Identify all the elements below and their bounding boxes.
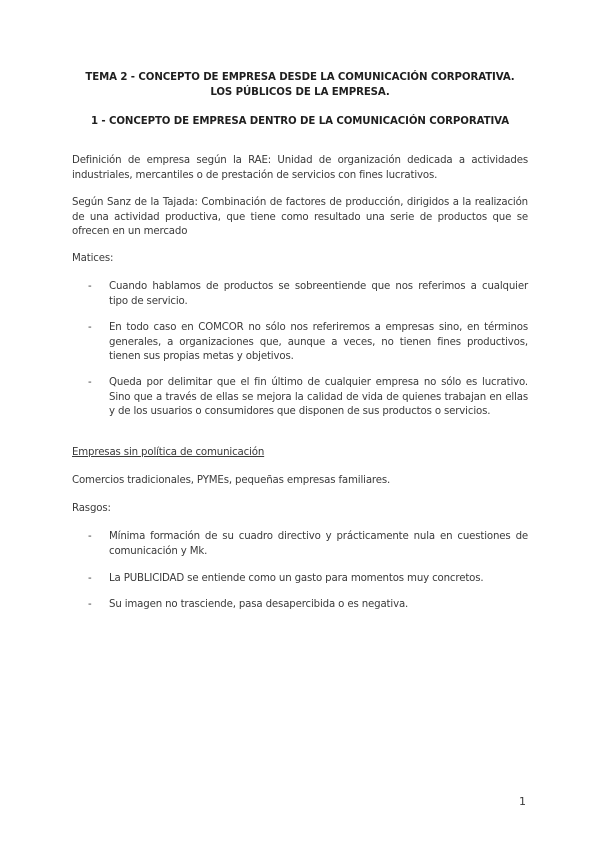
section-title: 1 - CONCEPTO DE EMPRESA DENTRO DE LA COMUNICACIÓN CORPORATIVA [90, 116, 510, 127]
list-item [88, 376, 528, 420]
heading-line-2: LOS PÚBLICOS DE LA EMPRESA. [210, 87, 390, 98]
list-item-text: Queda por delimitar que el fin último de cualquier empresa no sólo es lucrativo. Sino que a través de ellas se mejora la calidad de vida de quienes trabajan en ellas y de los usuarios o consumidores que disponen de sus productos o servicios. [109, 377, 528, 417]
bullet-marker: - [88, 599, 92, 610]
list-item-text: Mínima formación de su cuadro directivo y prácticamente nula en cuestiones de comunicación y Mk. [109, 531, 528, 557]
list-item-text: Su imagen no trasciende, pasa desapercibida o es negativa. [109, 599, 409, 610]
list-item-text: La PUBLICIDAD se entiende como un gasto para momentos muy concretos. [109, 573, 484, 584]
paragraph-matices-label: Matices: [72, 253, 114, 264]
list-item-text: Cuando hablamos de productos se sobreentiende que nos referimos a cualquier tipo de servicio. [109, 281, 528, 307]
bullet-marker: - [88, 573, 92, 584]
list-item-text: En todo caso en COMCOR no sólo nos referiremos a empresas sino, en términos generales, a organizaciones que, aunque a veces, no tienen fines productivos, tienen sus propias metas y objetivos. [109, 322, 528, 362]
list-item [88, 598, 528, 613]
bullet-marker: - [88, 377, 92, 388]
bullet-marker: - [88, 531, 92, 542]
heading-line-1: TEMA 2 - CONCEPTO DE EMPRESA DESDE LA COMUNICACIÓN CORPORATIVA. [85, 72, 515, 83]
page-number: 1 [519, 795, 526, 808]
paragraph-rasgos-label: Rasgos: [72, 503, 111, 514]
paragraph-definicion: Definición de empresa según la RAE: Unidad de organización dedicada a actividades industriales, mercantiles o de prestación de servicios con fines lucrativos. [72, 155, 528, 181]
paragraph-sanz: Según Sanz de la Tajada: Combinación de factores de producción, dirigidos a la realización de una actividad productiva, que tiene como resultado una serie de productos que se ofrecen en un mercado [72, 197, 528, 237]
list-item [88, 321, 528, 365]
document-heading [0, 70, 600, 100]
list-item [88, 572, 528, 587]
section-subheading: Empresas sin política de comunicación [72, 447, 265, 458]
bullet-marker: - [88, 281, 92, 292]
list-item [88, 530, 528, 559]
paragraph-comercios: Comercios tradicionales, PYMEs, pequeñas empresas familiares. [72, 475, 391, 486]
list-item [88, 280, 528, 309]
bullet-marker: - [88, 322, 92, 333]
